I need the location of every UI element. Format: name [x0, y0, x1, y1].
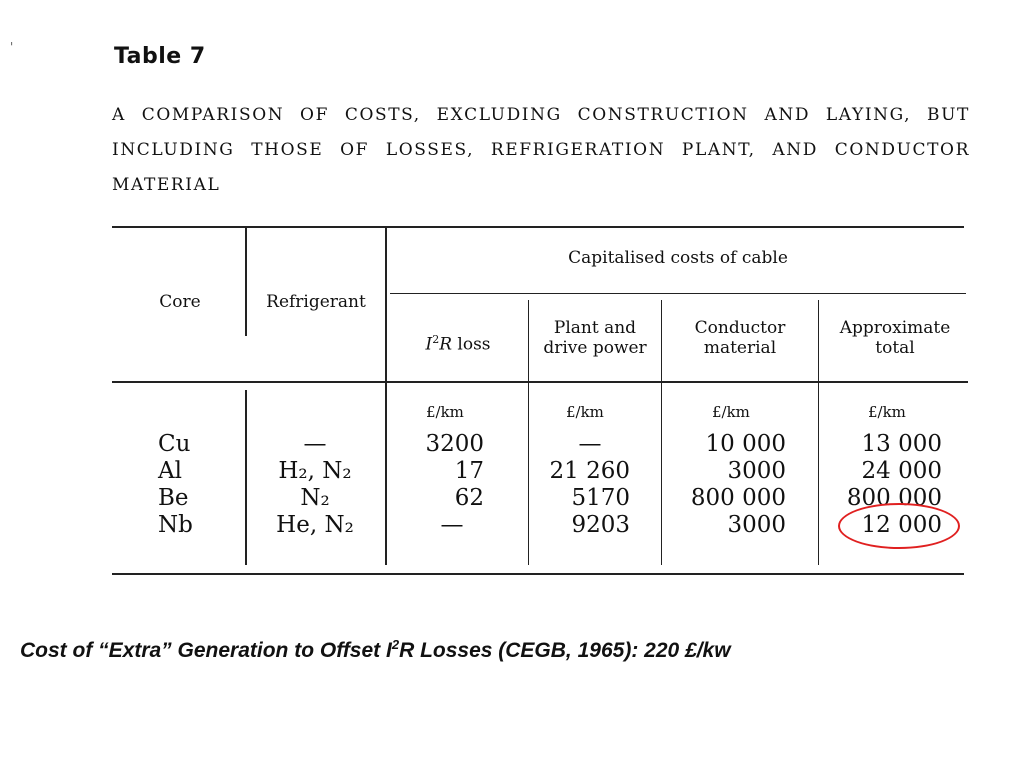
footer-text-after: R Losses (CEGB, 1965): 220 £/kw — [399, 639, 731, 662]
header-i2r-sup: 2 — [432, 333, 440, 346]
header-total-line2: total — [875, 338, 915, 358]
footer-sup: 2 — [391, 637, 400, 652]
header-i2r-rest: loss — [452, 334, 491, 355]
cell-core: Nb — [158, 512, 193, 538]
cell-refrigerant: N₂ — [300, 485, 330, 511]
cell-total: 800 000 — [846, 485, 942, 511]
header-bottom-rule — [112, 381, 968, 383]
cell-i2r: 62 — [454, 485, 484, 511]
header-i2r-loss — [390, 330, 526, 355]
header-core: Core — [159, 292, 201, 312]
cell-total: 12 000 — [861, 512, 942, 538]
cell-plant: 21 260 — [549, 458, 630, 484]
cell-conductor: 3000 — [727, 458, 786, 484]
header-conductor-line2: material — [703, 338, 777, 358]
divider-core-body — [245, 390, 247, 565]
cell-refrigerant: He, N₂ — [276, 512, 354, 538]
cell-total: 24 000 — [861, 458, 942, 484]
group-header-rule — [390, 293, 966, 294]
stray-mark: ' — [10, 40, 14, 54]
header-approximate-total — [820, 318, 970, 358]
header-i2r-r: R — [439, 334, 452, 355]
table-caption: A COMPARISON OF COSTS, EXCLUDING CONSTRUCTION AND LAYING, BUT INCLUDING THOSE OF LOSSES, REFRIGERATION PLANT, AND CONDUCTOR MATERIAL — [112, 105, 970, 195]
cell-core: Be — [158, 485, 189, 511]
header-total-line1: Approximate — [839, 318, 951, 338]
cell-plant: 9203 — [571, 512, 630, 538]
header-plant-line2: drive power — [543, 338, 647, 358]
cell-i2r: — — [440, 512, 464, 538]
divider-refrigerant — [385, 228, 387, 565]
header-capitalised-costs: Capitalised costs of cable — [568, 248, 788, 268]
table-title: Table 7 — [114, 44, 206, 69]
cell-core: Al — [158, 458, 182, 484]
highlight-circle — [838, 503, 960, 549]
table-bottom-rule — [112, 573, 964, 575]
cell-conductor: 800 000 — [690, 485, 786, 511]
footer-text-before: Cost of “Extra” Generation to Offset I — [20, 639, 392, 662]
cell-conductor: 10 000 — [705, 431, 786, 457]
divider-plant — [661, 300, 662, 565]
cell-i2r: 17 — [454, 458, 484, 484]
header-i2r-symbol: I — [425, 334, 433, 355]
header-plant-drive — [530, 318, 660, 358]
divider-conductor — [818, 300, 819, 565]
cell-core: Cu — [158, 431, 191, 457]
cell-refrigerant: — — [303, 431, 327, 457]
header-conductor-line1: Conductor — [694, 318, 786, 338]
cell-plant: — — [578, 431, 602, 457]
header-refrigerant: Refrigerant — [266, 292, 366, 312]
cell-i2r: 3200 — [425, 431, 484, 457]
divider-i2r — [528, 300, 529, 565]
header-conductor-material — [664, 318, 816, 358]
cell-total: 13 000 — [861, 431, 942, 457]
footer-note — [20, 637, 1020, 663]
table-top-rule — [112, 226, 964, 228]
unit-plant: £/km — [566, 403, 604, 421]
cell-plant: 5170 — [571, 485, 630, 511]
unit-conductor: £/km — [712, 403, 750, 421]
divider-core — [245, 228, 247, 336]
cell-conductor: 3000 — [727, 512, 786, 538]
unit-total: £/km — [868, 403, 906, 421]
header-plant-line1: Plant and — [553, 318, 637, 338]
unit-i2r: £/km — [426, 403, 464, 421]
cell-refrigerant: H₂, N₂ — [278, 458, 352, 484]
